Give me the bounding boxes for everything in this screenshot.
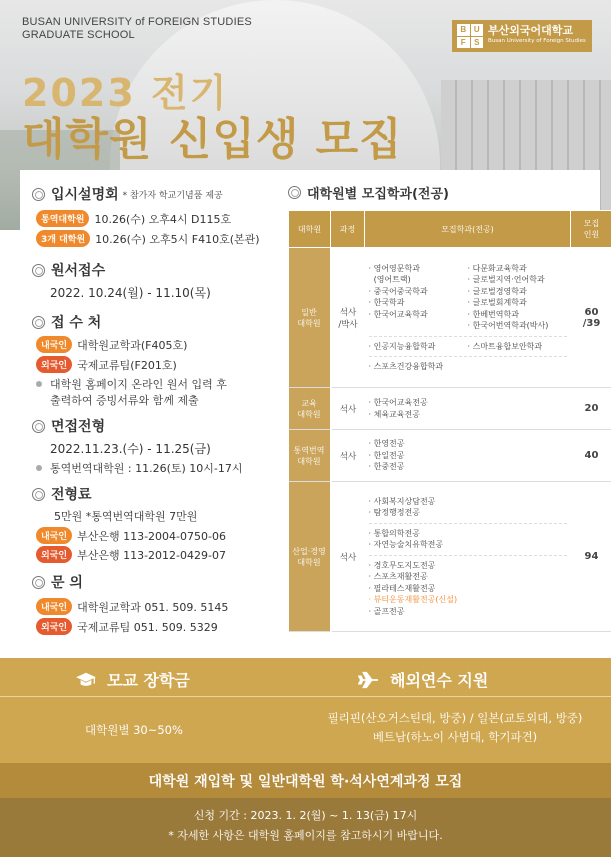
heading-text: 해외연수 지원 bbox=[390, 671, 489, 690]
dept-item: · 탐정행정전공 bbox=[368, 508, 420, 518]
info-text: 국제교류팀(F201호) bbox=[77, 358, 177, 372]
tag-badge: 외국인 bbox=[36, 618, 72, 635]
dept-item: · 골프전공 bbox=[368, 606, 405, 616]
circle-icon bbox=[32, 264, 45, 277]
interview-heading bbox=[32, 416, 105, 436]
tag-badge: 외국인 bbox=[36, 546, 72, 563]
table-row bbox=[289, 482, 611, 632]
university-name bbox=[22, 16, 252, 42]
title-main: 대학원 신입생 모집 bbox=[22, 114, 403, 165]
readmission-band bbox=[0, 763, 611, 798]
info-text: 대학원교학과(F405호) bbox=[77, 338, 188, 352]
circle-icon bbox=[288, 186, 301, 199]
heading-text: 면접전형 bbox=[51, 419, 106, 435]
count-cell: 60 /39 bbox=[571, 248, 611, 388]
school-cell: 통역번역 대학원 bbox=[289, 430, 331, 482]
divider bbox=[369, 523, 567, 524]
logo-letter: U bbox=[471, 24, 484, 36]
title-year: 2023 전기 bbox=[22, 71, 229, 115]
readmission-title: 대학원 재입학 및 일반대학원 학·석사연계과정 모집 bbox=[148, 774, 463, 790]
interview-note bbox=[36, 460, 243, 476]
school-cell: 일반 대학원 bbox=[289, 248, 331, 388]
benefits-band bbox=[0, 658, 611, 763]
logo-mark-icon bbox=[457, 24, 483, 48]
scholarship-title bbox=[75, 668, 190, 691]
bufs-logo bbox=[452, 20, 592, 52]
heading-text: 대학원별 모집학과(전공) bbox=[307, 187, 449, 202]
note-text: 통역번역대학원 : 11.26(토) 10시-17시 bbox=[50, 462, 243, 475]
dept-item: · 스포츠재활전공 bbox=[368, 572, 428, 582]
dept-item: · 한국어번역학과(박사) bbox=[467, 321, 549, 330]
circle-icon bbox=[32, 420, 45, 433]
header-cell: 모집학과(전공) bbox=[365, 211, 571, 248]
dept-item: · 한국어교육전공 bbox=[368, 398, 428, 407]
contact-heading bbox=[32, 572, 83, 592]
fee-amount: 5만원 *통역번역대학원 7만원 bbox=[54, 510, 198, 523]
divider bbox=[0, 696, 611, 697]
overseas-line1: 필리핀(산오거스틴대, 방중) / 일본(교토외대, 방중) bbox=[327, 711, 583, 725]
dept-item-new: · 뷰티운동재활전공(신설) bbox=[368, 595, 458, 605]
logo-letter: S bbox=[471, 37, 484, 49]
info-text: 국제교류팀 051. 509. 5329 bbox=[77, 620, 218, 634]
bullet-icon bbox=[36, 381, 42, 387]
divider bbox=[369, 336, 567, 337]
school-cell: 산업·경영 대학원 bbox=[289, 482, 331, 632]
circle-icon bbox=[32, 488, 45, 501]
dept-item: · 글로벌경영학과 bbox=[467, 286, 527, 296]
dept-columns bbox=[369, 263, 567, 332]
info-row bbox=[36, 527, 226, 544]
dept-item: (영어트랙) bbox=[368, 275, 411, 284]
dept-item: · 체육교육전공 bbox=[368, 409, 420, 419]
info-panel bbox=[20, 170, 600, 645]
dept-col-a bbox=[369, 263, 468, 332]
application-period: 신청 기간 : 2023. 1. 2(월) ~ 1. 13(금) 17시 bbox=[193, 809, 418, 822]
dept-item: · 인공지능융합학과 bbox=[368, 341, 436, 351]
tag-badge: 외국인 bbox=[36, 356, 72, 373]
dept-item: · 한국학과 bbox=[368, 298, 405, 307]
divider bbox=[369, 555, 567, 556]
info-row bbox=[36, 618, 218, 635]
dept-item: · 한영전공 bbox=[368, 439, 405, 449]
logo-kr: 부산외국어대학교 bbox=[488, 24, 574, 37]
fee-heading bbox=[32, 484, 92, 504]
dept-col-b bbox=[468, 263, 567, 332]
application-date: 2022. 10.24(월) - 11.10(목) bbox=[50, 286, 211, 300]
tag-badge: 3개 대학원 bbox=[36, 230, 90, 247]
overseas-title bbox=[358, 668, 488, 691]
info-text: 10.26(수) 오후4시 D115호 bbox=[94, 212, 232, 226]
course-cell: 석사 bbox=[331, 430, 365, 482]
logo-letter: F bbox=[457, 37, 470, 49]
submit-heading bbox=[32, 312, 101, 332]
heading-text: 전형료 bbox=[51, 487, 92, 503]
info-row bbox=[36, 598, 228, 615]
table-heading bbox=[288, 183, 449, 202]
tag-badge: 내국인 bbox=[36, 527, 72, 544]
table-row bbox=[289, 430, 611, 482]
header-cell: 대학원 bbox=[289, 211, 331, 248]
university-name-line2: GRADUATE SCHOOL bbox=[22, 29, 135, 41]
logo-text bbox=[488, 25, 586, 47]
department-table bbox=[288, 210, 611, 632]
dept-item: · 경호무도지도전공 bbox=[368, 560, 436, 570]
dept-columns bbox=[369, 341, 567, 353]
dept-item: · 다문화교육학과 bbox=[467, 263, 527, 273]
heading-text: 문 의 bbox=[51, 575, 83, 591]
school-cell: 교육 대학원 bbox=[289, 388, 331, 430]
info-row bbox=[36, 546, 226, 563]
info-row bbox=[36, 336, 187, 353]
airplane-icon bbox=[358, 671, 380, 689]
logo-letter: B bbox=[457, 24, 470, 36]
dept-cell bbox=[365, 482, 571, 632]
overseas-line2: 베트남(하노이 사범대, 학기파견) bbox=[372, 730, 538, 744]
count-cell: 40 bbox=[571, 430, 611, 482]
dept-item: · 영어영문학과 bbox=[368, 263, 420, 273]
submit-note bbox=[36, 376, 227, 392]
scholarship-text: 대학원별 30~50% bbox=[85, 723, 183, 737]
dept-item: · 한중전공 bbox=[368, 462, 405, 472]
count-cell: 94 bbox=[571, 482, 611, 632]
period-band bbox=[0, 798, 611, 857]
count-cell: 20 bbox=[571, 388, 611, 430]
dept-item: · 사회복지상담전공 bbox=[368, 496, 436, 506]
tag-badge: 내국인 bbox=[36, 336, 72, 353]
header-cell: 과정 bbox=[331, 211, 365, 248]
tag-badge: 통역대학원 bbox=[36, 210, 89, 227]
course-cell: 석사 bbox=[331, 388, 365, 430]
university-name-line1: BUSAN UNIVERSITY of FOREIGN STUDIES bbox=[22, 16, 252, 28]
heading-text: 모교 장학금 bbox=[107, 671, 190, 690]
dept-cell bbox=[365, 248, 571, 388]
logo-en: Busan University of Foreign Studies bbox=[488, 38, 586, 44]
dept-item: · 한베번역학과 bbox=[467, 309, 519, 319]
heading-text: 원서접수 bbox=[51, 263, 106, 279]
dept-cell bbox=[365, 388, 571, 430]
dept-item: · 필라테스재활전공 bbox=[368, 583, 436, 593]
interview-date: 2022.11.23.(수) - 11.25(금) bbox=[50, 442, 211, 456]
table-row bbox=[289, 248, 611, 388]
homepage-note: * 자세한 사항은 대학원 홈페이지를 참고하시기 바랍니다. bbox=[168, 829, 443, 842]
table-header-row bbox=[289, 211, 611, 248]
dept-item: · 글로벌지역·언어학과 bbox=[467, 275, 545, 284]
info-row bbox=[36, 210, 231, 227]
info-session-note: * 참가자 학교기념품 제공 bbox=[122, 190, 223, 201]
dept-item: · 통합의학전공 bbox=[368, 528, 420, 538]
circle-icon bbox=[32, 188, 45, 201]
info-session-heading bbox=[32, 184, 223, 204]
tag-badge: 내국인 bbox=[36, 598, 72, 615]
submit-note-line2: 출력하여 증빙서류와 함께 제출 bbox=[50, 394, 199, 407]
course-cell: 석사 bbox=[331, 482, 365, 632]
dept-item: · 한국어교육학과 bbox=[368, 309, 428, 319]
dept-item: · 스마트융합보안학과 bbox=[467, 341, 543, 351]
graduation-cap-icon bbox=[75, 671, 97, 689]
divider bbox=[369, 356, 567, 357]
dept-item: · 글로벌회계학과 bbox=[467, 298, 527, 307]
application-heading bbox=[32, 260, 105, 280]
heading-text: 접 수 처 bbox=[51, 315, 102, 331]
info-row bbox=[36, 356, 177, 373]
note-text: 대학원 홈페이지 온라인 원서 입력 후 bbox=[50, 378, 227, 391]
dept-item: · 스포츠건강융합학과 bbox=[368, 362, 444, 371]
bullet-icon bbox=[36, 465, 42, 471]
info-text: 부산은행 113-2012-0429-07 bbox=[77, 548, 226, 562]
dept-cell bbox=[365, 430, 571, 482]
dept-item: · 자연능술치유학전공 bbox=[368, 540, 444, 550]
info-text: 부산은행 113-2004-0750-06 bbox=[77, 529, 226, 543]
info-text: 10.26(수) 오후5시 F410호(본관) bbox=[95, 232, 260, 246]
heading-text: 입시설명회 bbox=[51, 187, 119, 203]
info-text: 대학원교학과 051. 509. 5145 bbox=[77, 600, 229, 614]
dept-item: · 한일전공 bbox=[368, 450, 405, 460]
course-cell: 석사 /박사 bbox=[331, 248, 365, 388]
circle-icon bbox=[32, 576, 45, 589]
header-cell: 모집 인원 bbox=[571, 211, 611, 248]
dept-item: · 중국어중국학과 bbox=[368, 286, 428, 296]
circle-icon bbox=[32, 316, 45, 329]
table-row bbox=[289, 388, 611, 430]
info-row bbox=[36, 230, 260, 247]
